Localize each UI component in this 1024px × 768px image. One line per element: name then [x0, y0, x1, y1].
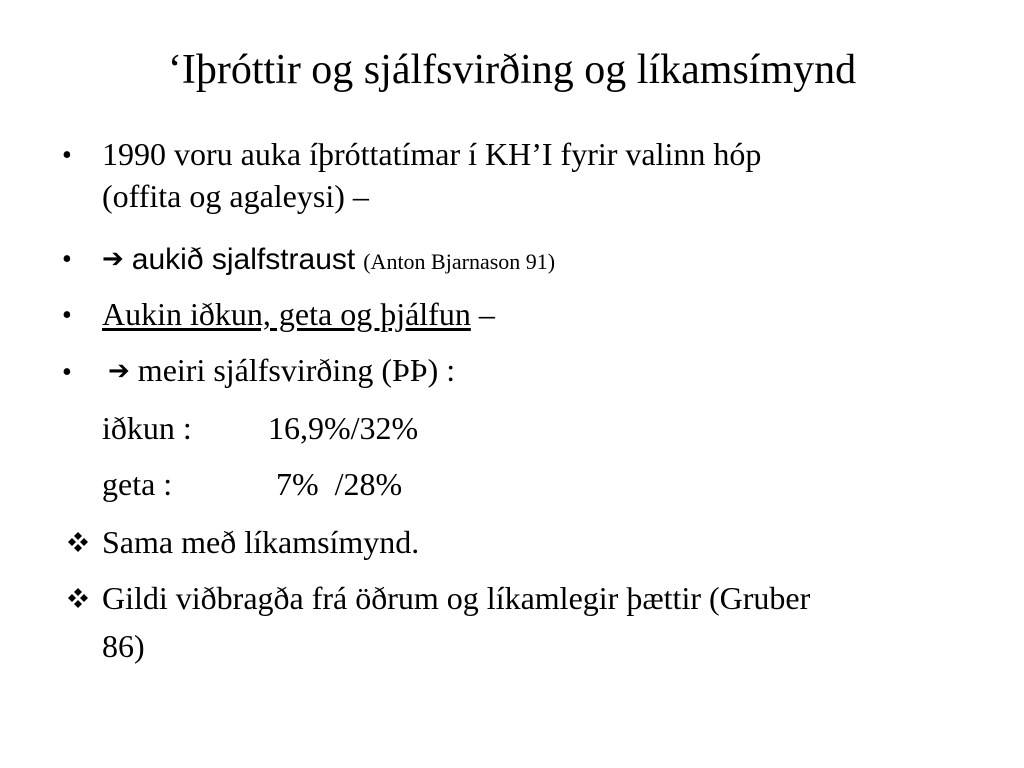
bullet-2-citation: (Anton Bjarnason 91) [363, 249, 556, 274]
bullet-4 [108, 352, 455, 389]
bullet-dot-icon: • [62, 357, 72, 388]
slide-title: ‘Iþróttir og sjálfsvirðing og líkamsímynd [167, 47, 857, 93]
diamond-item-1: Sama með líkamsímynd. [102, 524, 420, 560]
stat-label-idkun: iðkun : [102, 410, 192, 446]
bullet-4-text: meiri sjálfsvirðing (ÞÞ) : [137, 352, 456, 388]
right-arrow-icon: ➔ [108, 356, 130, 386]
bullet-1-line-1: 1990 voru auka íþróttatímar í KH’I fyrir valinn hóp [102, 136, 762, 172]
bullet-2 [102, 240, 555, 280]
bullet-dot-icon: • [62, 300, 72, 331]
diamond-item-2-line-2: 86) [102, 628, 145, 664]
bullet-1-line-2: (offita og agaleysi) – [102, 178, 369, 214]
bullet-3-underlined-text: Aukin iðkun, geta og þjálfun [102, 296, 471, 332]
bullet-3 [102, 296, 495, 332]
stat-label-geta: geta : [102, 466, 173, 502]
bullet-dot-icon: • [62, 140, 72, 171]
bullet-2-text: aukið sjalfstraust [131, 243, 356, 276]
four-diamond-bullet-icon [63, 524, 93, 560]
stat-value-idkun: 16,9%/32% [268, 410, 419, 446]
bullet-3-dash: – [470, 296, 495, 332]
bullet-dot-icon: • [62, 244, 72, 275]
right-arrow-icon: ➔ [102, 244, 124, 274]
diamond-item-2-line-1: Gildi viðbragða frá öðrum og líkamlegir þættir (Gruber [102, 580, 811, 616]
stat-value-geta: 7% /28% [276, 466, 403, 502]
four-diamond-bullet-icon [63, 580, 93, 616]
